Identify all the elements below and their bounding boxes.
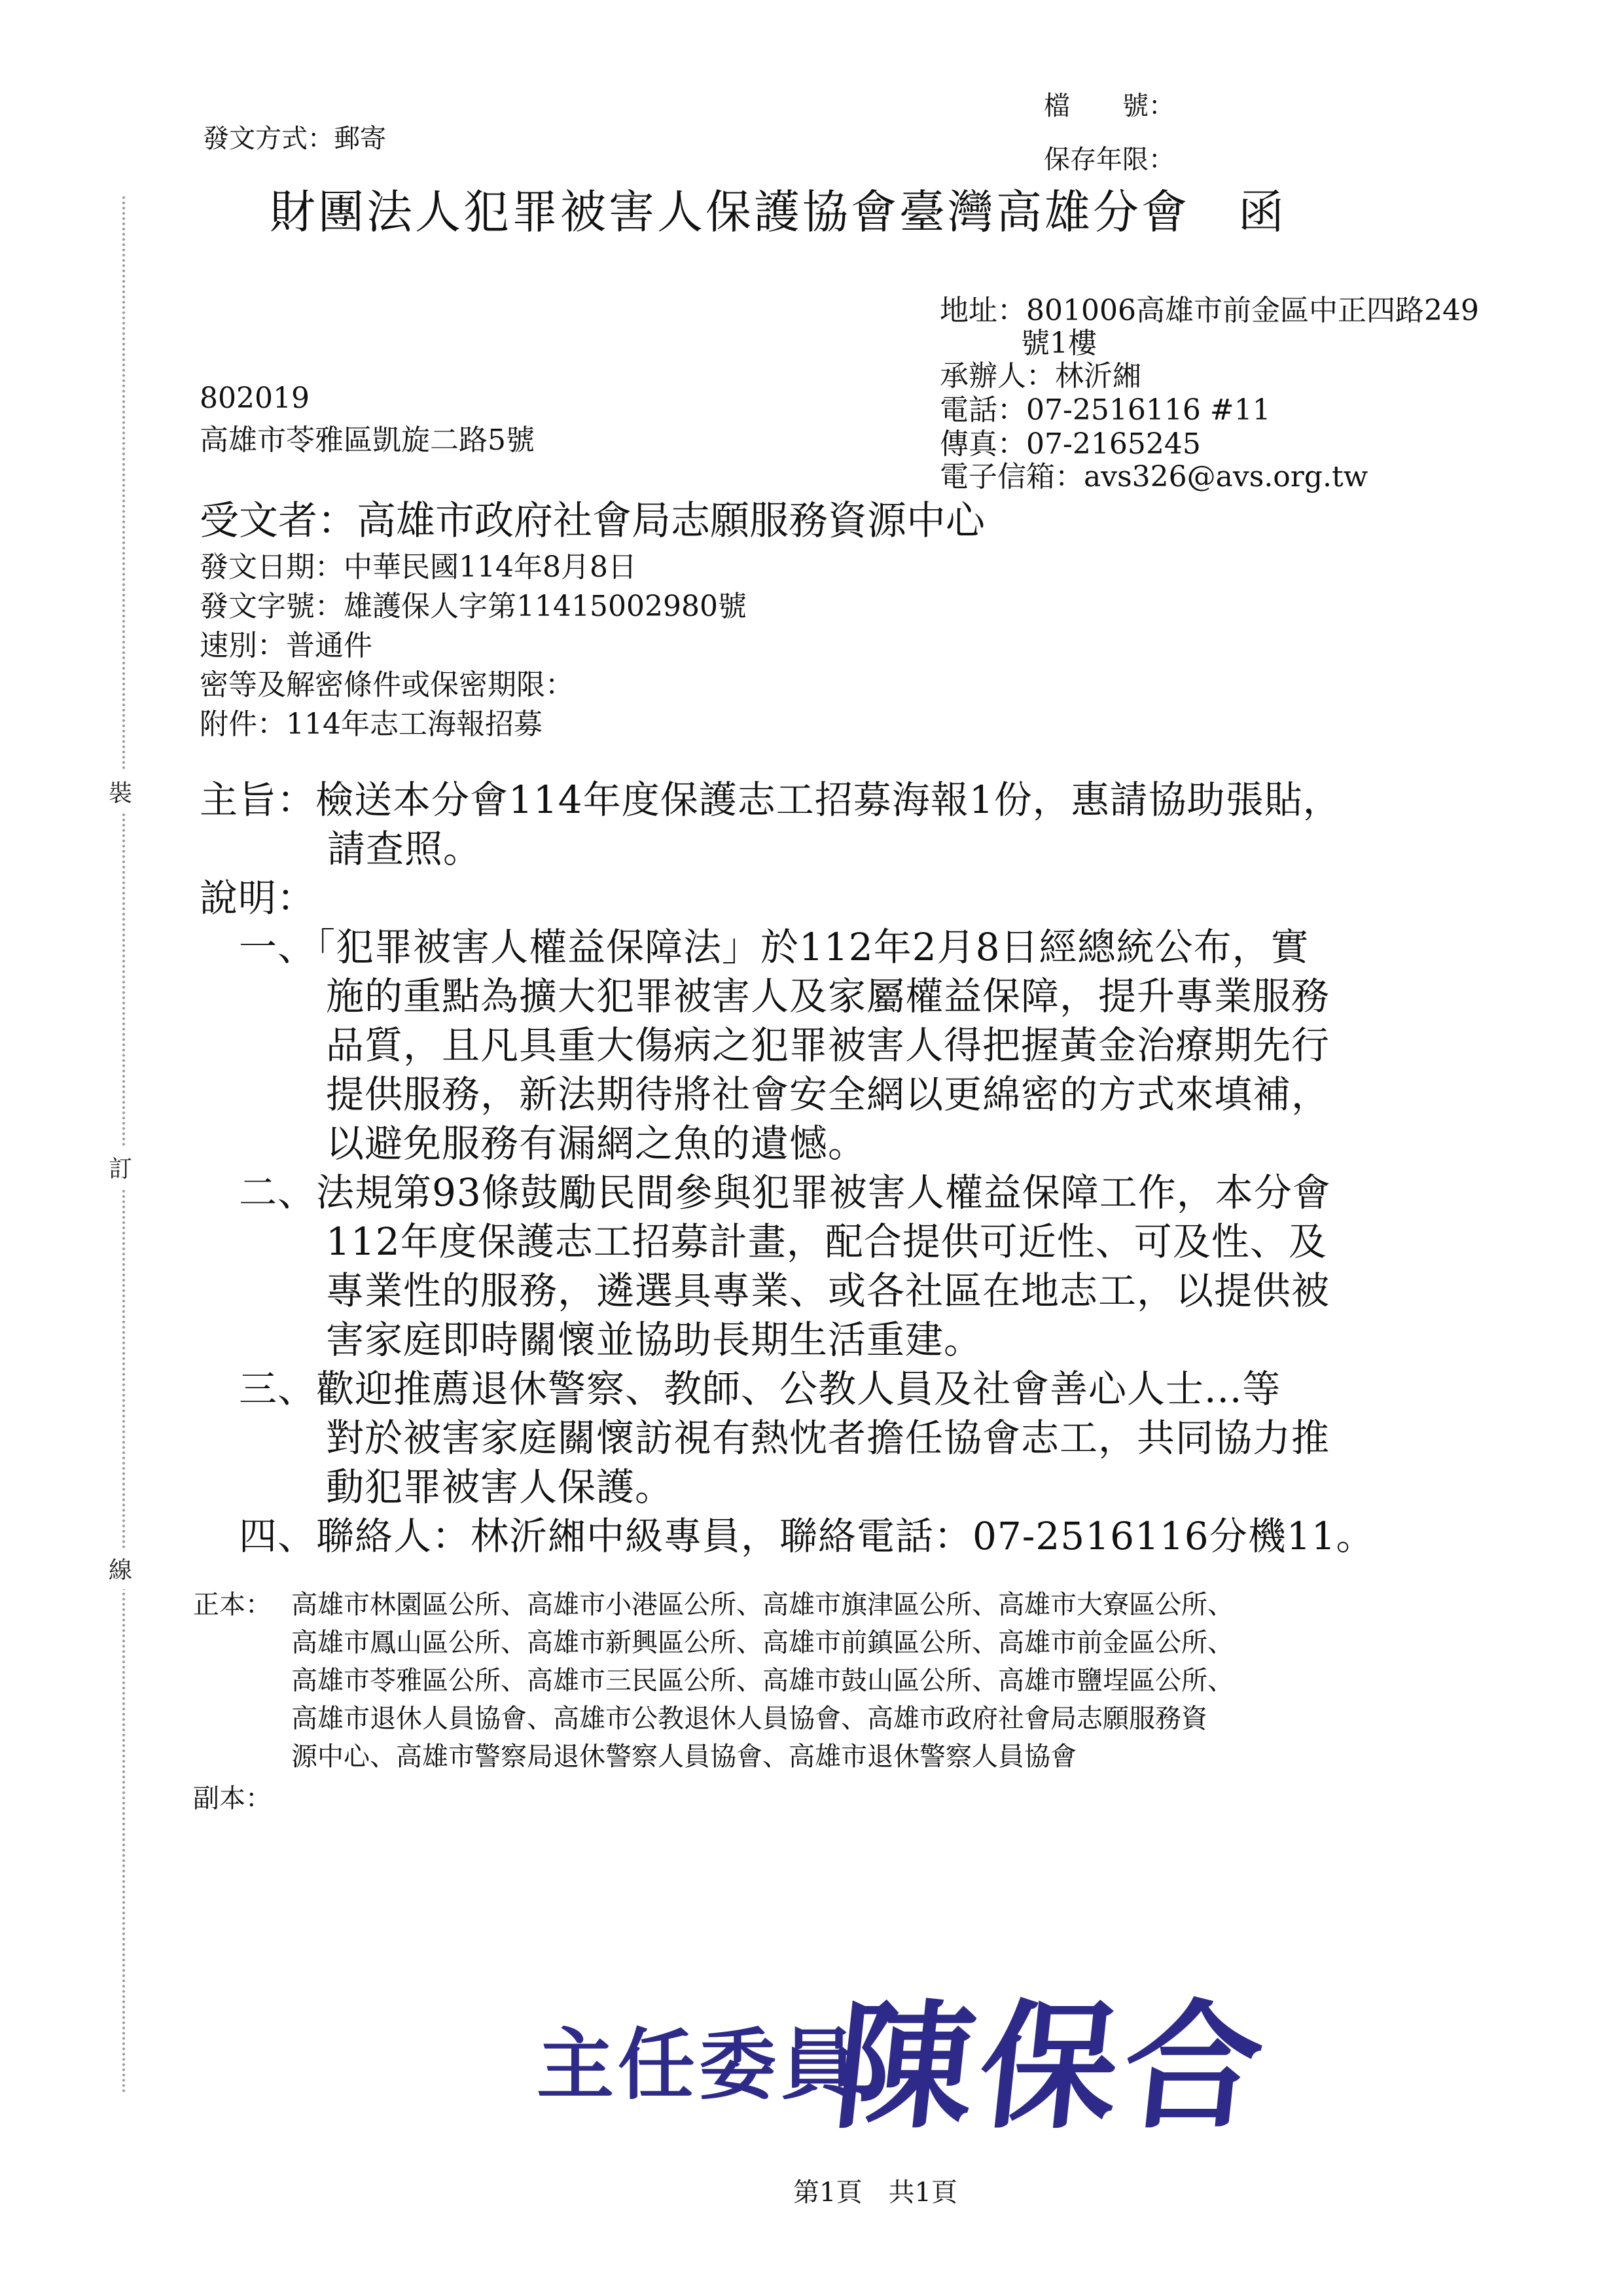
- item-one-line5: 以避免服務有漏網之魚的遺憾。: [326, 1121, 867, 1166]
- recipient: 受文者：高雄市政府社會局志願服務資源中心: [200, 498, 985, 544]
- distribution-main-line5: 源中心、高雄市警察局退休警察人員協會、高雄市退休警察人員協會: [291, 1742, 1077, 1772]
- delivery-method: 發文方式：郵寄: [203, 124, 386, 154]
- distribution-main-line1: 高雄市林園區公所、高雄市小港區公所、高雄市旗津區公所、高雄市大寮區公所、: [291, 1590, 1234, 1620]
- document-title: 財團法人犯罪被害人保護協會臺灣高雄分會 函: [270, 185, 1287, 239]
- subject-line2: 請查照。: [327, 827, 482, 871]
- sender-email: 電子信箱：avs326@avs.org.tw: [940, 460, 1368, 493]
- sender-phone: 電話：07-2516116 #11: [940, 393, 1271, 427]
- item-two-line2: 112年度保護志工招募計畫，配合提供可近性、可及性、及: [326, 1219, 1327, 1264]
- item-one-line1: 一、「犯罪被害人權益保障法」於112年2月8日經總統公布，實: [239, 925, 1310, 969]
- distribution-main-line3: 高雄市苓雅區公所、高雄市三民區公所、高雄市鼓山區公所、高雄市鹽埕區公所、: [291, 1666, 1234, 1696]
- recipient-street: 高雄市苓雅區凱旋二路5號: [200, 423, 535, 457]
- item-two-line1: 二、法規第93條鼓勵民間參與犯罪被害人權益保障工作，本分會: [239, 1170, 1331, 1215]
- sender-address-line2: 號1樓: [1021, 327, 1097, 360]
- director-name-stamp: 陳保合: [828, 1986, 1277, 2147]
- binding-line: [122, 196, 125, 2094]
- subject-line1: 主旨：檢送本分會114年度保護志工招募海報1份，惠請協助張貼，: [200, 778, 1342, 822]
- item-three-line1: 三、歡迎推薦退休警察、教師、公教人員及社會善心人士...等: [239, 1367, 1281, 1411]
- attachment: 附件：114年志工海報招募: [200, 708, 543, 741]
- director-signature-stamp: [537, 1957, 1296, 2147]
- binding-mark-ding: 訂: [109, 1147, 132, 1188]
- distribution-main-line2: 高雄市鳳山區公所、高雄市新興區公所、高雄市前鎮區公所、高雄市前金區公所、: [291, 1628, 1234, 1658]
- sender-address-line1: 地址：801006高雄市前金區中正四路249: [940, 294, 1479, 327]
- item-three-line2: 對於被害家庭關懷訪視有熱忱者擔任協會志工，共同協力推: [326, 1416, 1330, 1460]
- binding-mark-zhuang: 裝: [109, 771, 132, 812]
- distribution-copy-label: 副本：: [193, 1784, 272, 1814]
- sender-fax: 傳真：07-2165245: [940, 427, 1201, 461]
- director-title-stamp: 主任委員: [537, 2019, 862, 2110]
- item-four-line1: 四、聯絡人：林沂緗中級專員，聯絡電話：07-2516116分機11。: [239, 1514, 1375, 1558]
- sender-contact-person: 承辦人：林沂緗: [940, 359, 1141, 393]
- item-two-line3: 專業性的服務，遴選具專業、或各社區在地志工，以提供被: [326, 1268, 1330, 1313]
- issue-date: 發文日期：中華民國114年8月8日: [200, 550, 637, 584]
- binding-mark-xian: 線: [109, 1548, 132, 1589]
- item-three-line3: 動犯罪被害人保護。: [326, 1465, 674, 1509]
- item-one-line2: 施的重點為擴大犯罪被害人及家屬權益保障，提升專業服務: [326, 974, 1330, 1018]
- explanation-label: 說明：: [200, 876, 316, 920]
- page-number: 第1頁 共1頁: [793, 2178, 957, 2208]
- distribution-main-line4: 高雄市退休人員協會、高雄市公教退休人員協會、高雄市政府社會局志願服務資: [291, 1704, 1207, 1734]
- distribution-main-label: 正本：: [193, 1590, 272, 1620]
- item-two-line4: 害家庭即時關懷並協助長期生活重建。: [326, 1318, 983, 1362]
- item-one-line4: 提供服務，新法期待將社會安全網以更綿密的方式來填補，: [326, 1072, 1330, 1117]
- recipient-zip: 802019: [200, 382, 310, 415]
- retention-period-label: 保存年限：: [1044, 145, 1175, 175]
- item-one-line3: 品質，且凡具重大傷病之犯罪被害人得把握黃金治療期先行: [326, 1023, 1330, 1067]
- secrecy-level: 密等及解密條件或保密期限：: [200, 668, 574, 702]
- speed-class: 速別：普通件: [200, 629, 372, 662]
- file-number-label: 檔 號：: [1044, 91, 1175, 121]
- document-number: 發文字號：雄護保人字第11415002980號: [200, 590, 747, 623]
